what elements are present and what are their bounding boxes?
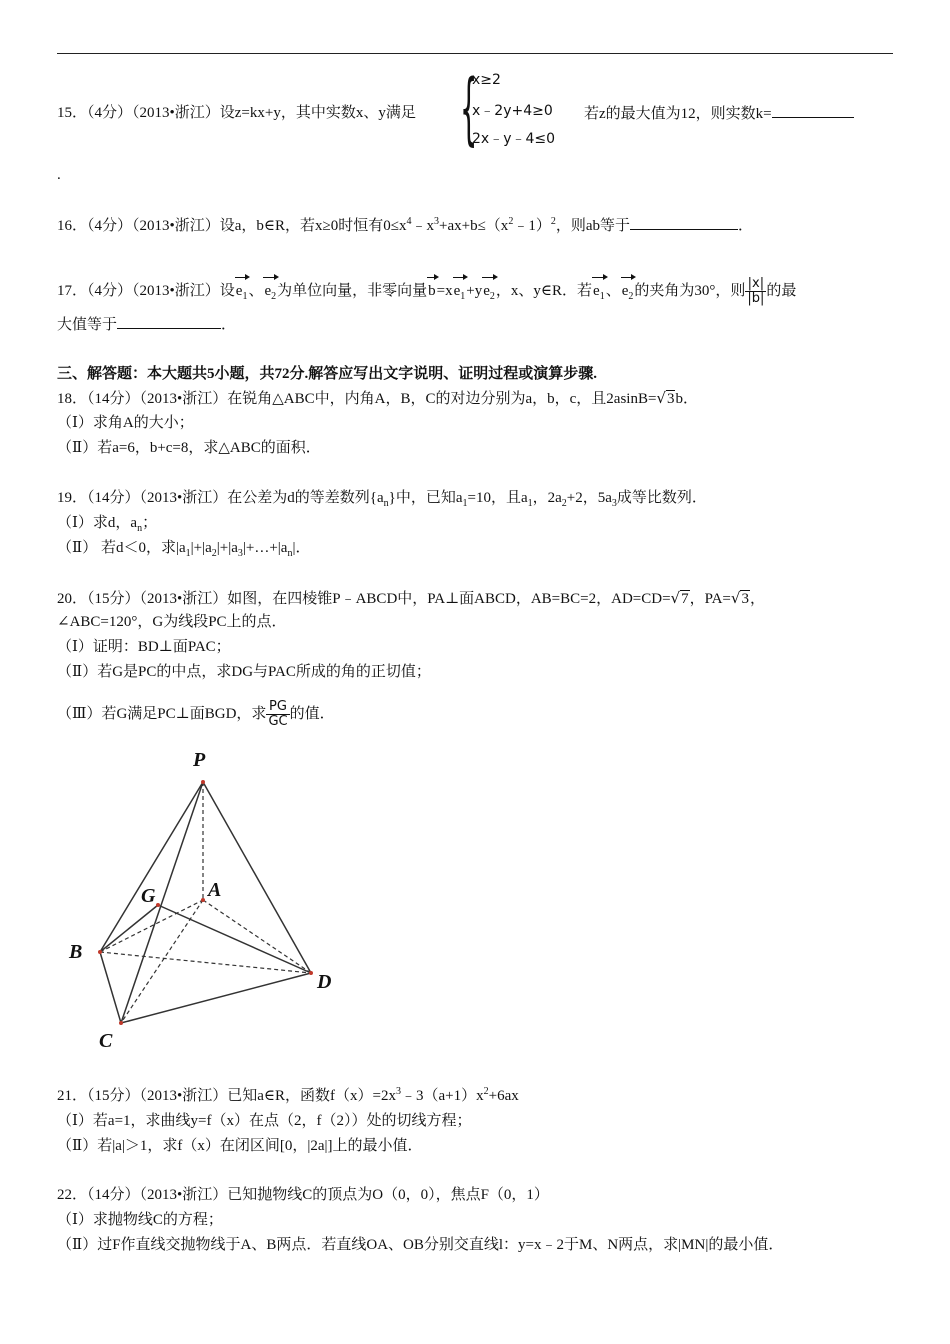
question-22-part-2: （Ⅱ）过F作直线交抛物线于A、B两点．若直线OA、OB分别交直线l：y=x﹣2于M、N两点，求|MN|的最小值．: [57, 1237, 784, 1253]
question-18-line-1: 18．（14分）（2013•浙江）在锐角△ABC中，内角A，B，C的对边分别为a，b，c，且2asinB=√3b．: [57, 389, 698, 407]
answer-blank: [630, 215, 738, 230]
question-19-line-1: 19．（14分）（2013•浙江）在公差为d的等差数列$\{a_n\}$中，已知$a_1=10$，且$a_1$，$2a_2+2$，$5a_3$成等比数列．: [57, 490, 707, 509]
vertex-d: [309, 971, 313, 975]
q15-dot: .: [57, 167, 61, 183]
answer-blank: [117, 314, 221, 329]
vertex-b: [98, 950, 102, 954]
question-22-part-1: （Ⅰ）求抛物线C的方程；: [57, 1212, 223, 1228]
question-19-part-2: （Ⅱ） 若d＜0，求$|a_1|+|a_2|+|a_3|+\dots+|a_n|$．: [57, 540, 311, 559]
question-15-text: [57, 103, 416, 123]
question-20-line-1: 20．（15分）（2013•浙江）如图，在四棱锥P﹣ABCD中，PA⊥面ABCD，AB=BC=2，AD=CD=√7，PA=√3，: [57, 589, 765, 607]
question-21-part-1: （Ⅰ）若a=1，求曲线y=f（x）在点（2，f（2））处的切线方程；: [57, 1113, 472, 1129]
hidden-diagonal-bd: [100, 952, 311, 973]
sqrt-3: √3: [730, 589, 749, 607]
segment-bg: [100, 905, 158, 952]
vector-b: b: [428, 282, 436, 299]
question-17-text: 17．（4分）（2013•浙江）设$e_1$、$e_2$为单位向量，非零向量$b=xe_1+ye_2$，x、y∈R．若$e_1$、$e_2$的夹角为30°，则 $\frac{|x|}{|b|}$ 的最: [57, 276, 797, 306]
q15-constraint-system: [460, 64, 580, 154]
label-a: A: [208, 879, 222, 901]
section-3-heading: 三、解答题：本大题共5小题，共72分.解答应写出文字说明、证明过程或演算步骤.: [57, 366, 598, 382]
header-rule: [57, 53, 893, 54]
edge-pd: [203, 782, 311, 973]
label-p: P: [193, 749, 206, 771]
q15-condition-2: x﹣2y+4≥0: [472, 103, 553, 119]
label-c: C: [99, 1030, 113, 1052]
question-18-part-2: （Ⅱ）若a=6，b+c=8，求△ABC的面积．: [57, 440, 321, 456]
label-g: G: [141, 885, 156, 907]
pyramid-figure: [55, 740, 355, 1060]
question-22-line-1: 22．（14分）（2013•浙江）已知抛物线C的顶点为O（0，0），焦点F（0，1）: [57, 1187, 549, 1203]
vertex-c: [119, 1021, 123, 1025]
vertex-p: [201, 780, 205, 784]
question-19-part-1: （Ⅰ）求d，$a_n$；: [57, 515, 158, 534]
label-d: D: [317, 971, 332, 993]
question-20-part-2: （Ⅱ）若G是PC的中点，求DG与PAC所成的角的正切值；: [57, 664, 431, 680]
sqrt-7: √7: [670, 589, 689, 607]
fraction-x-over-b: $\frac{|x|}{|b|}$: [747, 276, 765, 306]
vector-e1: $e_1$: [235, 282, 248, 302]
hidden-edge-ad: [203, 900, 311, 973]
sqrt-3: √3: [656, 389, 675, 407]
edge-cd: [121, 973, 311, 1023]
question-20-line-2: ∠ABC=120°，G为线段PC上的点．: [57, 614, 287, 630]
question-18-part-1: （Ⅰ）求角A的大小；: [57, 415, 194, 431]
brace-icon: {: [460, 64, 478, 154]
fraction-pg-over-gc: $\frac{PG}{GC}$: [268, 699, 288, 729]
edge-pc: [121, 782, 203, 1023]
segment-gd: [158, 905, 311, 973]
q15-tail: 若z的最大值为12，则实数k=: [584, 103, 854, 124]
question-20-part-1: （Ⅰ）证明：BD⊥面PAC；: [57, 639, 231, 655]
question-20-part-3: （Ⅲ）若G满足PC⊥面BGD，求 $\frac{PG}{GC}$ 的值．: [57, 699, 335, 729]
vector-e2: $e_2$: [264, 282, 277, 302]
point-g: [156, 903, 160, 907]
answer-blank: [772, 103, 854, 118]
q15-condition-3: 2x﹣y﹣4≤0: [472, 131, 556, 147]
edge-bc: [100, 952, 121, 1023]
q15-condition-1: x≥2: [472, 72, 501, 88]
question-21-line-1: 21．（15分）（2013•浙江）已知a∈R，函数$f(x)=2x^3﹣3(a+1)x^2+6ax$: [57, 1086, 519, 1104]
question-16-text: 16．（4分）（2013•浙江）设a，b∈R，若x≥0时恒有$0\le x^4﹣x^3+ax+b\le(x^2﹣1)^2$，则ab等于 ．: [57, 216, 754, 234]
vertex-a: [201, 898, 205, 902]
question-21-part-2: （Ⅱ）若|a|＞1，求f（x）在闭区间[0，|2a|]上的最小值．: [57, 1138, 423, 1154]
q15-stem: 15．（4分）（2013•浙江）设z=kx+y，其中实数x、y满足: [57, 105, 416, 121]
label-b: B: [69, 941, 83, 963]
question-17-line-2: 大值等于 ．: [57, 314, 236, 335]
